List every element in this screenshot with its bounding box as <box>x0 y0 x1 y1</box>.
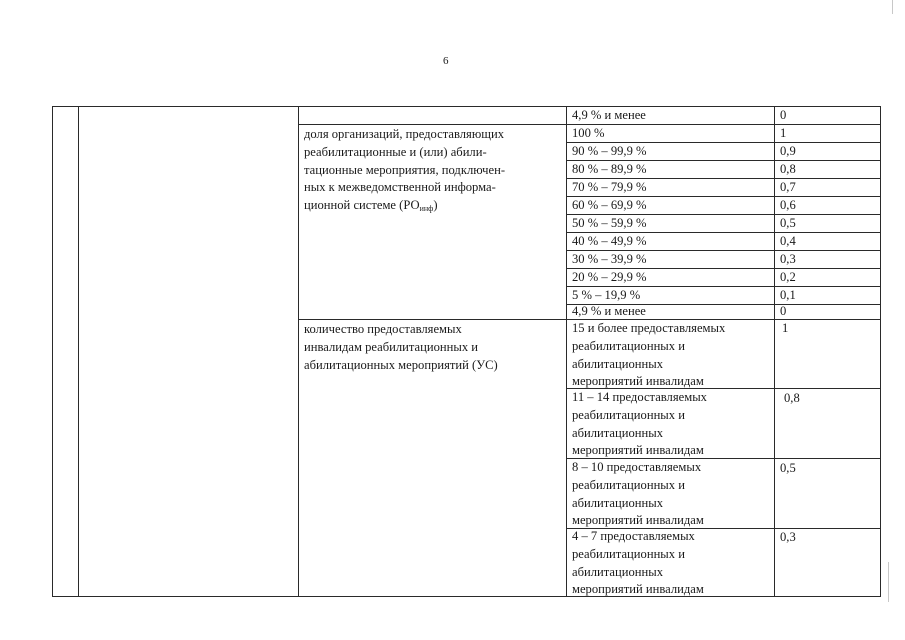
range-line: реабилитационных и <box>572 477 685 492</box>
col-border-left <box>52 106 53 596</box>
col-border-criteria <box>298 106 299 596</box>
scan-edge-artifact <box>888 562 889 602</box>
col-border-index <box>78 106 79 596</box>
score-cell: 0,9 <box>780 144 796 158</box>
col-border-score <box>774 106 775 596</box>
score-cell: 0,5 <box>780 461 796 475</box>
range-cell: 80 % – 89,9 % <box>572 162 647 176</box>
description-line: количество предоставляемых <box>304 322 462 336</box>
score-cell: 1 <box>782 321 789 335</box>
scan-edge-artifact <box>892 0 893 14</box>
score-cell: 0,2 <box>780 270 796 284</box>
range-cell: 4,9 % и менее <box>572 304 646 318</box>
range-line: реабилитационных и <box>572 407 685 422</box>
indicator-us-description <box>304 321 498 374</box>
range-cell: 90 % – 99,9 % <box>572 144 647 158</box>
indicator-po-description <box>304 126 505 218</box>
range-cell: 60 % – 69,9 % <box>572 198 647 212</box>
range-cell: 50 % – 59,9 % <box>572 216 647 230</box>
range-cell: 20 % – 29,9 % <box>572 270 647 284</box>
range-line: абилитационных <box>572 495 664 510</box>
col-border-right <box>880 106 881 596</box>
description-line: абилитационных мероприятий (УС) <box>304 357 498 372</box>
col-border-range <box>566 106 567 596</box>
range-line: 8 – 10 предоставляемых <box>572 460 702 474</box>
range-cell: 30 % – 39,9 % <box>572 252 647 266</box>
range-line: абилитационных <box>572 356 664 371</box>
range-line: 15 и более предоставляемых <box>572 321 726 335</box>
description-line: доля организаций, предоставляющих <box>304 127 504 141</box>
range-line: абилитационных <box>572 425 664 440</box>
range-cell: 70 % – 79,9 % <box>572 180 647 194</box>
score-cell: 0 <box>780 108 787 122</box>
score-cell: 0,8 <box>780 162 796 176</box>
range-cell: 100 % <box>572 126 605 140</box>
score-cell: 0,3 <box>780 530 796 544</box>
description-line: инвалидам реабилитационных и <box>304 339 479 354</box>
range-cell: 5 % – 19,9 % <box>572 288 641 302</box>
score-cell: 0,1 <box>780 288 796 302</box>
range-line: мероприятий инвалидам <box>572 443 704 458</box>
score-cell: 0,4 <box>780 234 796 248</box>
range-cell-multiline <box>572 528 704 599</box>
range-line: абилитационных <box>572 564 664 579</box>
score-cell: 0,3 <box>780 252 796 266</box>
score-cell: 1 <box>780 126 787 140</box>
range-line: реабилитационных и <box>572 338 685 353</box>
description-line-last <box>304 197 505 218</box>
page-number: 6 <box>443 55 449 67</box>
range-cell: 4,9 % и менее <box>572 108 646 122</box>
table-bottom-border <box>52 596 881 597</box>
range-line: реабилитационных и <box>572 546 685 561</box>
range-line: 4 – 7 предоставляемых <box>572 529 695 543</box>
range-cell-multiline <box>572 389 707 460</box>
description-text: ционной системе (РО <box>304 198 420 213</box>
score-cell: 0,5 <box>780 216 796 230</box>
closing-paren: ) <box>433 198 438 213</box>
range-cell: 40 % – 49,9 % <box>572 234 647 248</box>
score-cell: 0,7 <box>780 180 796 194</box>
range-cell-multiline <box>572 320 725 391</box>
description-line: тационные мероприятия, подключен- <box>304 162 506 177</box>
description-line: реабилитационные и (или) абили- <box>304 144 487 159</box>
range-line: мероприятий инвалидам <box>572 374 704 389</box>
range-cell-multiline <box>572 459 704 530</box>
description-line: ных к межведомственной информа- <box>304 180 496 195</box>
range-line: мероприятий инвалидам <box>572 513 704 528</box>
score-cell: 0 <box>780 304 787 318</box>
range-line: мероприятий инвалидам <box>572 582 704 597</box>
range-line: 11 – 14 предоставляемых <box>572 390 707 404</box>
score-cell: 0,6 <box>780 198 796 212</box>
score-cell: 0,8 <box>784 391 800 405</box>
table-top-border <box>52 106 881 107</box>
subscript: инф <box>419 204 434 214</box>
